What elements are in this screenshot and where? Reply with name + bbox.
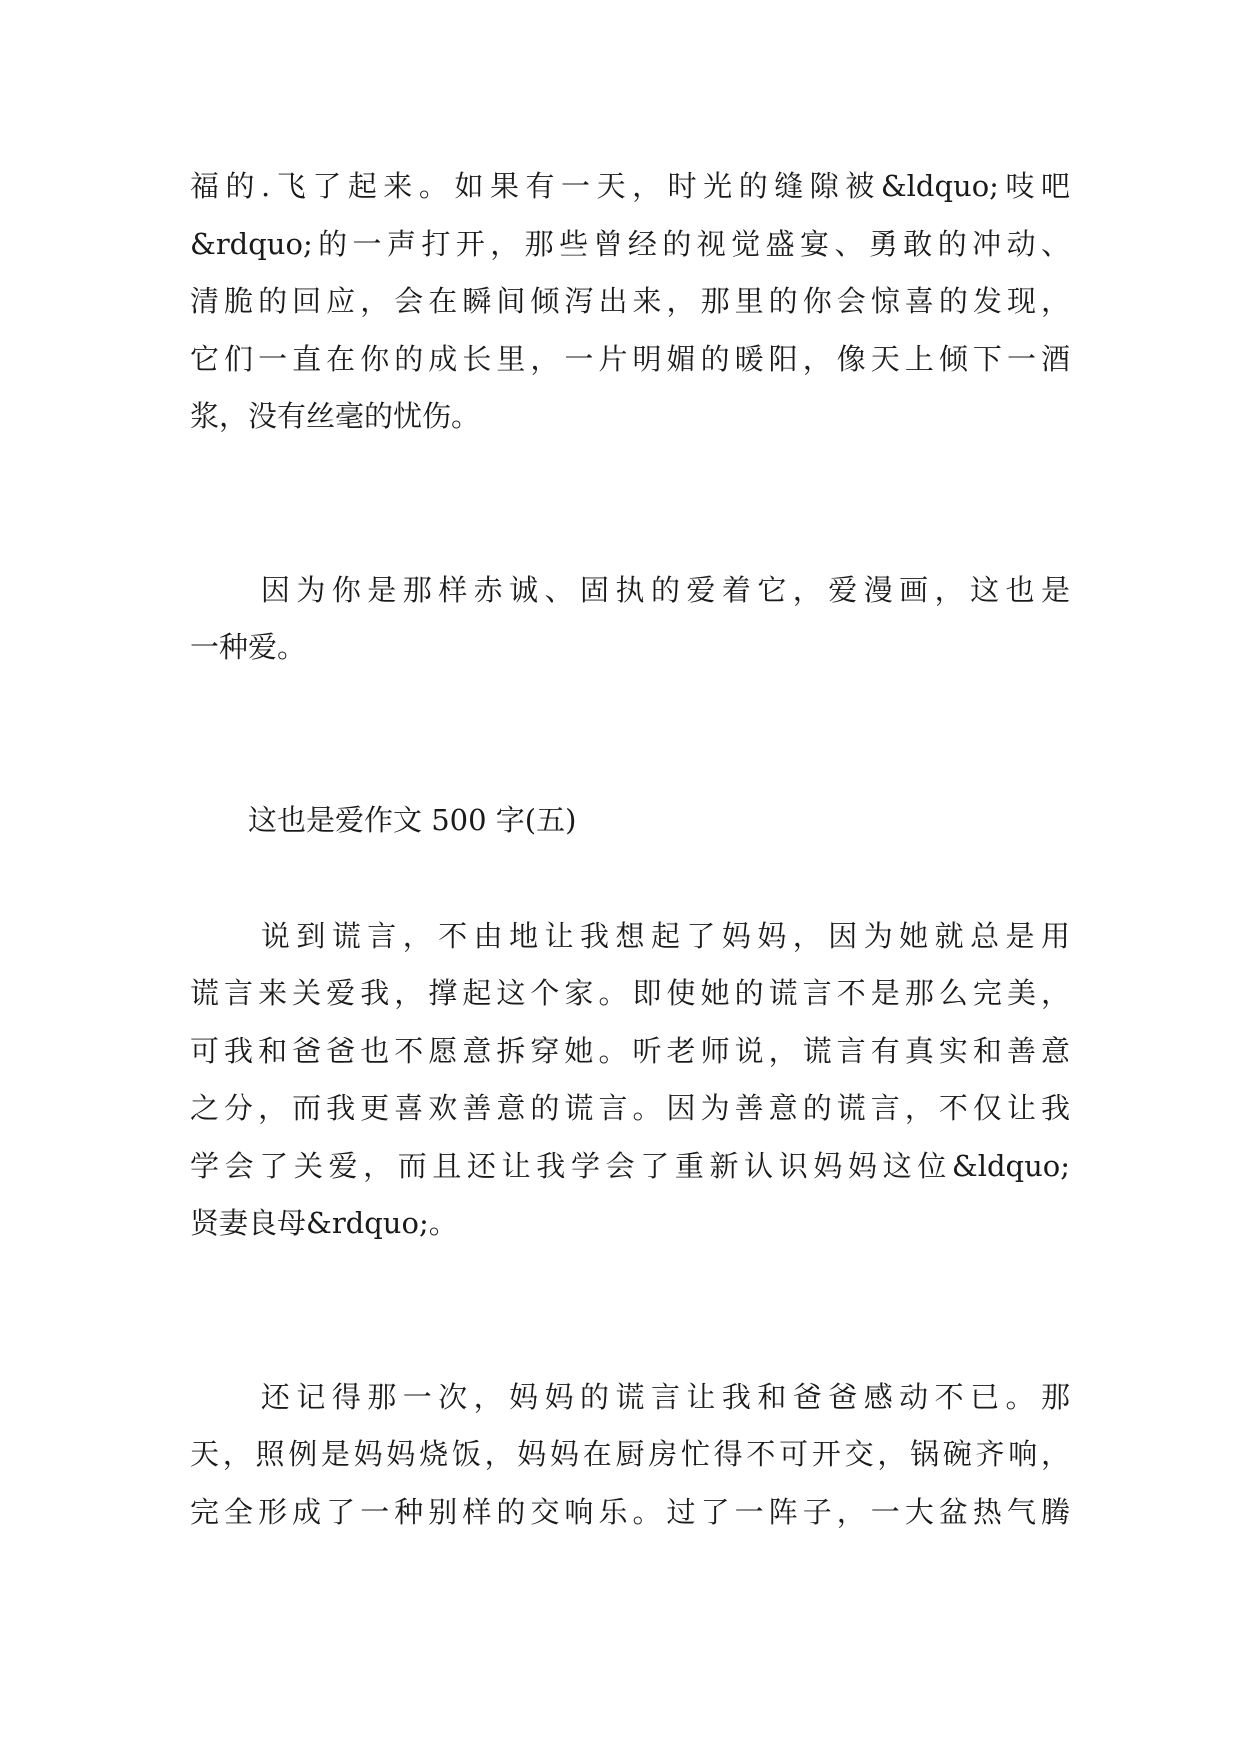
paragraph-3-line-6: 贤妻良母&rdquo;。: [190, 1206, 458, 1240]
paragraph-1-line-5: 浆，没有丝毫的忧伤。: [190, 399, 481, 433]
paragraph-4-line-2: 天，照例是妈妈烧饭，妈妈在厨房忙得不可开交，锅碗齐响，: [190, 1437, 1070, 1471]
paragraph-4-line-1: 还记得那一次，妈妈的谎言让我和爸爸感动不已。那: [190, 1380, 1070, 1414]
paragraph-3-line-5: 学会了关爱，而且还让我学会了重新认识妈妈这位&ldquo;: [190, 1149, 1070, 1183]
paragraph-3-line-2: 谎言来关爱我，撑起这个家。即使她的谎言不是那么完美，: [190, 976, 1070, 1010]
section-heading: 这也是爱作文 500 字(五): [190, 803, 577, 837]
paragraph-2-line-1: 因为你是那样赤诚、固执的爱着它，爱漫画，这也是: [190, 573, 1070, 607]
paragraph-1-line-3: 清脆的回应，会在瞬间倾泻出来，那里的你会惊喜的发现，: [190, 284, 1070, 318]
paragraph-3-line-1: 说到谎言，不由地让我想起了妈妈，因为她就总是用: [190, 919, 1070, 953]
paragraph-1-line-4: 它们一直在你的成长里，一片明媚的暖阳，像天上倾下一酒: [190, 342, 1070, 376]
paragraph-2-line-2: 一种爱。: [190, 630, 307, 664]
paragraph-1-line-2: &rdquo;的一声打开，那些曾经的视觉盛宴、勇敢的冲动、: [190, 227, 1070, 261]
paragraph-1-line-1: 福的.飞了起来。如果有一天，时光的缝隙被&ldquo;吱吧: [190, 169, 1070, 203]
paragraph-4-line-3: 完全形成了一种别样的交响乐。过了一阵子，一大盆热气腾: [190, 1495, 1070, 1529]
paragraph-3-line-3: 可我和爸爸也不愿意拆穿她。听老师说，谎言有真实和善意: [190, 1034, 1070, 1068]
paragraph-3-line-4: 之分，而我更喜欢善意的谎言。因为善意的谎言，不仅让我: [190, 1091, 1070, 1125]
